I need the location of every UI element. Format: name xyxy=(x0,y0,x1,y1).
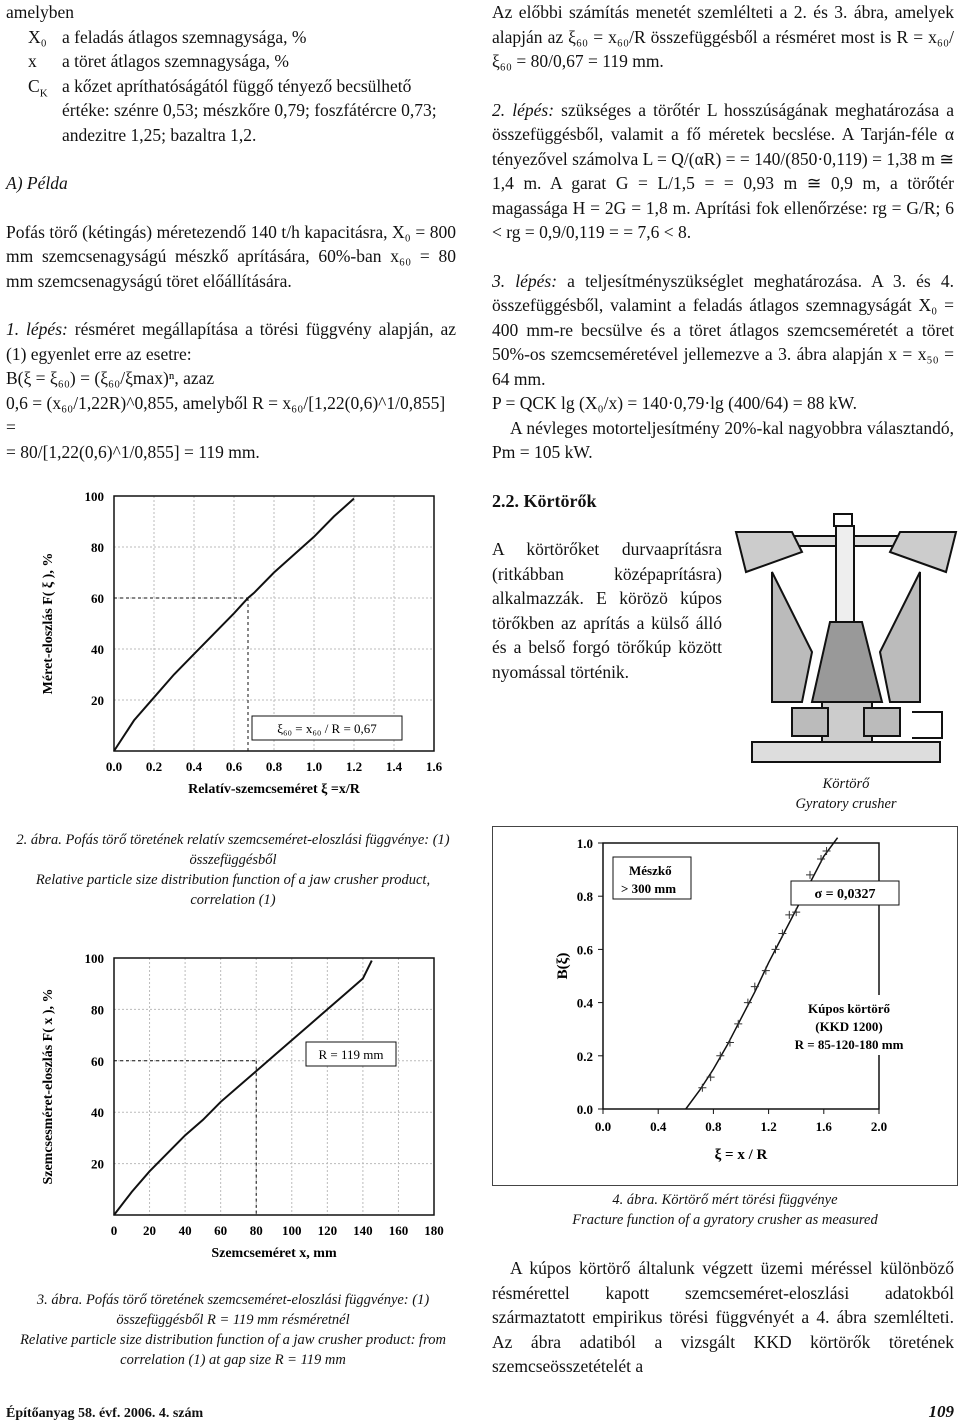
annotation-text: R = 119 mm xyxy=(318,1047,384,1062)
x-tick-label: 160 xyxy=(388,1223,409,1238)
x-tick-label: 100 xyxy=(282,1223,302,1238)
step2-paragraph: 2. lépés: szükséges a törőtér L hosszúságának meghatározása a összefüggésből, valamit a fő méretek becslése. A Tarján-féle α tényezővel számolva L = Q/(αR) = = 140/(850·0,119) = 1,38 m ≅ 1,4 m. A garat G = L/1,5 = = 0,93 m ≅ 0,9 m, a törőtér magassága H = 2G = 1,8 m. Aprítási fok ellenőrzése: rg = G/R; 6 < rg = 0,9/0,119 = = 7,6 < 8. xyxy=(492,99,954,242)
journal-footer: Építőanyag 58. évf. 2006. 4. szám xyxy=(6,1406,204,1421)
figure-4-chart xyxy=(492,826,958,1186)
definitions-list xyxy=(6,25,456,148)
figure-2-chart xyxy=(6,466,456,816)
figure-3-caption xyxy=(6,1290,460,1370)
x-tick-label: 0.2 xyxy=(145,759,163,774)
figure-4-svg xyxy=(493,827,957,1185)
x-tick-label: 1.6 xyxy=(815,1119,832,1134)
right-paragraph-1: Az előbbi számítás menetét szemlélteti a 2. és 3. ábra, amelyek alapján az ξ₆₀ = x₆₀/R összefüggésből a résméret most is R = x₆₀/ξ₆₀ = 80/0,67 = 119 mm. xyxy=(492,2,954,71)
figure-3-caption-hu: 3. ábra. Pofás törő töretének szemcseméret-eloszlási függvénye: (1) összefüggésből R = 119 mm résméretnél xyxy=(36,1292,430,1328)
data-point xyxy=(707,1073,715,1081)
x-tick-label: 60 xyxy=(214,1223,228,1238)
data-point xyxy=(734,1020,742,1028)
data-point xyxy=(751,983,759,991)
x-tick-label: 40 xyxy=(178,1223,192,1238)
y-tick-label: 0.0 xyxy=(576,1102,593,1117)
y-tick-label: 40 xyxy=(91,642,104,657)
plot-frame xyxy=(114,958,434,1215)
x-tick-label: 1.2 xyxy=(345,759,363,774)
x-tick-label: 1.2 xyxy=(760,1119,777,1134)
final-paragraph: A kúpos körtörő általunk végzett üzemi méréssel különböző résmérettel kapott szemcseméret-eloszlási adatokból származtatott empirikus törési függvényét a 4. ábra szemlélteti. Az ábra adatiból a vizsgált KKD körtörők töretének szemcseösszetételét a xyxy=(492,1258,954,1376)
y-tick-label: 20 xyxy=(91,1156,104,1172)
def-symbol-x0: X₀ xyxy=(28,26,47,47)
mineral-label-2: > 300 mm xyxy=(621,881,677,896)
y-tick-label: 80 xyxy=(91,540,104,555)
def-text-ck: a kőzet apríthatóságától függő tényező becsülhető értéke: szénre 0,53; mészkőre 0,79; foszfátércre 0,73; andezitre 1,25; bazaltra 1,2. xyxy=(62,75,437,145)
sigma-text: σ = 0,0327 xyxy=(814,887,876,902)
y-tick-label: 0.2 xyxy=(576,1048,593,1064)
figure-2-caption-en: Relative particle size distribution function of a jaw crusher product, correlation (1) xyxy=(35,872,431,908)
step1-formula-3: = 80/[1,22(0,6)^1/0,855] = 119 mm. xyxy=(6,441,260,462)
x-tick-label: 0 xyxy=(110,1223,118,1238)
step1-formula-2: 0,6 = (x₆₀/1,22R)^0,855, amelyből R = x₆₀/[1,22(0,6)^1/0,855] = xyxy=(6,392,446,437)
crusher-caption-en: Gyratory crusher xyxy=(795,796,897,812)
figure-3-svg xyxy=(6,930,456,1280)
figure-4-caption-hu: 4. ábra. Körtörő mért törési függvénye xyxy=(612,1192,838,1208)
series-line xyxy=(114,961,372,1215)
motor-paragraph: A névleges motorteljesítmény 20%-kal nagyobbra választandó, Pm = 105 kW. xyxy=(492,417,954,462)
x-tick-label: 80 xyxy=(249,1223,263,1238)
y-tick-label: 80 xyxy=(91,1002,104,1018)
def-symbol-ck: $C_K$ xyxy=(28,75,48,99)
x-tick-label: 0.0 xyxy=(594,1119,612,1134)
x-tick-label: 120 xyxy=(317,1223,338,1238)
left-column xyxy=(6,0,456,464)
x-tick-label: 0.6 xyxy=(225,759,243,774)
data-point xyxy=(772,945,780,953)
crusher-caption-hu: Körtörő xyxy=(822,776,870,792)
mineral-label-1: Mészkő xyxy=(629,863,672,878)
x-tick-label: 0.8 xyxy=(705,1119,722,1134)
x-tick-label: 0.4 xyxy=(650,1119,667,1134)
figure-3-caption-en: Relative particle size distribution function of a jaw crusher product: from correlation (1) at gap size R = 119 mm xyxy=(20,1332,446,1368)
crusher-caption xyxy=(732,774,960,814)
x-axis-label: Szemcseméret x, mm xyxy=(211,1246,337,1261)
y-tick-label: 0.6 xyxy=(576,942,593,958)
gyratory-crusher-illustration xyxy=(732,512,960,774)
section-title: 2.2. Körtörők xyxy=(492,490,597,511)
x-tick-label: 1.4 xyxy=(385,759,403,774)
x-tick-label: 20 xyxy=(143,1223,157,1238)
def-text-x: a töret átlagos szemnagysága, % xyxy=(62,51,289,71)
figure-4-caption xyxy=(492,1190,958,1230)
y-tick-label: 20 xyxy=(91,693,104,708)
x-tick-label: 2.0 xyxy=(870,1119,888,1134)
step3-paragraph: 3. lépés: a teljesítményszükséglet meghatározása. A 3. és 4. összefüggésből, valamint a feladás átlagos szemnagyságát X₀ = 400 mm-re becsülve és a töret átlagos szemcseméretét a töret 50%-os szemcseméretével jellemezve a 3. ábra alapján x = x₅₀ = 64 mm. xyxy=(492,270,954,389)
x-tick-label: 0.4 xyxy=(185,759,203,774)
y-tick-label: 1.0 xyxy=(576,836,593,851)
crusher-label-3: R = 85-120-180 mm xyxy=(794,1037,904,1052)
y-axis-label: Méret-eloszlás F( ξ ), % xyxy=(41,552,56,695)
x-tick-label: 1.6 xyxy=(425,759,443,774)
y-tick-label: 100 xyxy=(84,489,104,504)
x-tick-label: 140 xyxy=(353,1223,373,1238)
y-axis-label: B(ξ) xyxy=(555,952,571,980)
crusher-label-2: (KKD 1200) xyxy=(815,1019,883,1034)
power-formula: P = QCK lg (X₀/x) = 140·0,79·lg (400/64) = 88 kW. xyxy=(492,393,857,413)
y-tick-label: 60 xyxy=(91,591,104,606)
step1-paragraph: 1. lépés: résméret megállapítása a törési függvény alapján, az (1) egyenlet erre az esetre: xyxy=(6,319,456,364)
figure-4-caption-en: Fracture function of a gyratory crusher as measured xyxy=(572,1212,878,1228)
y-tick-label: 60 xyxy=(91,1053,104,1069)
x-axis-label: ξ = x / R xyxy=(714,1147,768,1163)
figure-2-svg xyxy=(6,466,456,816)
x-tick-label: 1.0 xyxy=(305,759,323,774)
fit-line xyxy=(686,838,838,1109)
y-tick-label: 100 xyxy=(84,951,104,966)
y-tick-label: 0.4 xyxy=(576,995,593,1011)
step1-formula-1: B(ξ = ξ₆₀) = (ξ₆₀/ξmax)ⁿ, azaz xyxy=(6,368,215,388)
def-symbol-x: x xyxy=(28,51,37,71)
figure-2-caption xyxy=(6,830,460,910)
kortoro-paragraph: A körtörőket durvaaprításra (ritkábban középaprításra) alkalmazzák. E körözö kúpos törőkben az aprítás a külső álló és a belső forgó törőkúp között nyomással történik. xyxy=(492,539,722,682)
annotation-text: ξ₆₀ = x₆₀ / R = 0,67 xyxy=(277,721,377,736)
y-axis-label: Szemcsesméret-eloszlás F( x ), % xyxy=(41,988,56,1185)
y-tick-label: 40 xyxy=(91,1105,104,1121)
crusher-label-1: Kúpos körtörő xyxy=(808,1001,890,1016)
x-tick-label: 0.8 xyxy=(265,759,283,774)
page-number: 109 xyxy=(928,1402,954,1421)
amelyben-text: amelyben xyxy=(6,2,75,22)
x-axis-label: Relatív-szemcseméret ξ =x/R xyxy=(188,782,360,797)
example-paragraph: Pofás törő (kétingás) méretezendő 140 t/h kapacitásra, X₀ = 800 mm szemcsenagyságú mészkő aprítására, 60%-ban x₆₀ = 80 mm szemcsenagyságú töret előállítására. xyxy=(6,221,456,291)
crusher-drawing xyxy=(732,512,960,774)
y-tick-label: 0.8 xyxy=(576,889,593,905)
def-text-x0: a feladás átlagos szemnagysága, % xyxy=(62,26,307,47)
x-tick-label: 180 xyxy=(424,1223,444,1238)
x-tick-label: 0.0 xyxy=(105,759,123,774)
figure-2-caption-hu: 2. ábra. Pofás törő töretének relatív szemcseméret-eloszlási függvénye: (1) összefüggésből xyxy=(16,832,450,868)
figure-3-chart xyxy=(6,930,456,1280)
example-title: A) Példa xyxy=(6,173,68,193)
